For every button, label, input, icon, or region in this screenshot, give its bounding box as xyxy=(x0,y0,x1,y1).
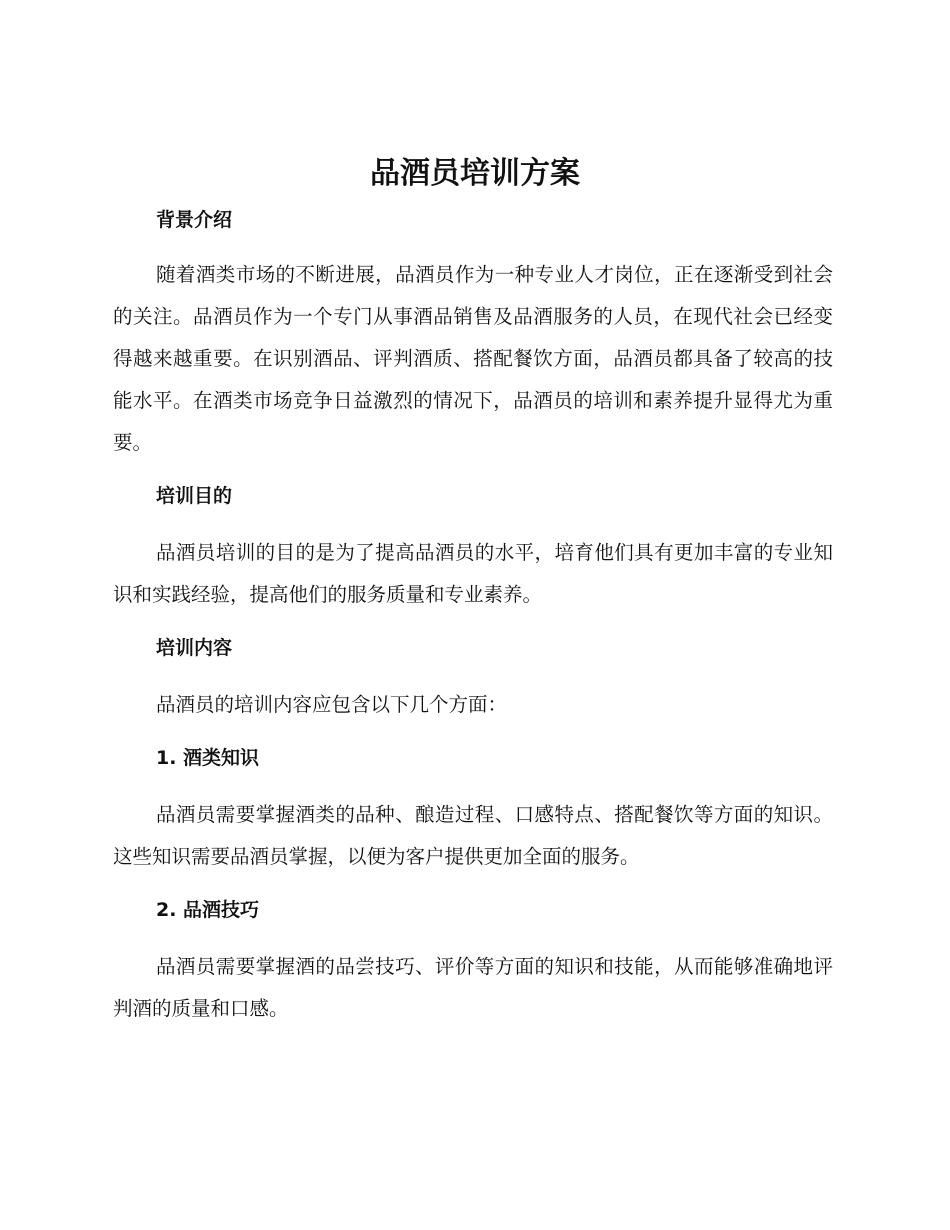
section-paragraph: 品酒员培训的目的是为了提高品酒员的水平，培育他们具有更加丰富的专业知识和实践经验，提高他们的服务质量和专业素养。 xyxy=(113,541,833,606)
document-body xyxy=(113,202,833,1044)
section-paragraph: 品酒员需要掌握酒的品尝技巧、评价等方面的知识和技能，从而能够准确地评判酒的质量和口感。 xyxy=(113,955,833,1020)
section-wine-knowledge xyxy=(113,740,833,878)
section-tasting-skills xyxy=(113,892,833,1030)
section-heading: 1. 酒类知识 xyxy=(156,747,260,769)
section-heading: 培训目的 xyxy=(156,485,233,507)
section-content xyxy=(113,630,833,726)
section-purpose xyxy=(113,478,833,616)
section-paragraph: 品酒员需要掌握酒类的品种、酿造过程、口感特点、搭配餐饮等方面的知识。这些知识需要品酒员掌握，以便为客户提供更加全面的服务。 xyxy=(113,803,833,868)
section-paragraph: 随着酒类市场的不断进展，品酒员作为一种专业人才岗位，正在逐渐受到社会的关注。品酒员作为一个专门从事酒品销售及品酒服务的人员，在现代社会已经变得越来越重要。在识别酒品、评判酒质、搭配餐饮方面，品酒员都具备了较高的技能水平。在酒类市场竞争日益激烈的情况下，品酒员的培训和素养提升显得尤为重要。 xyxy=(113,263,833,454)
section-heading: 背景介绍 xyxy=(156,209,233,231)
section-heading: 2. 品酒技巧 xyxy=(156,899,260,921)
section-heading: 培训内容 xyxy=(156,637,233,659)
document-title: 品酒员培训方案 xyxy=(370,156,580,191)
section-paragraph: 品酒员的培训内容应包含以下几个方面： xyxy=(156,693,508,716)
section-background xyxy=(113,202,833,464)
